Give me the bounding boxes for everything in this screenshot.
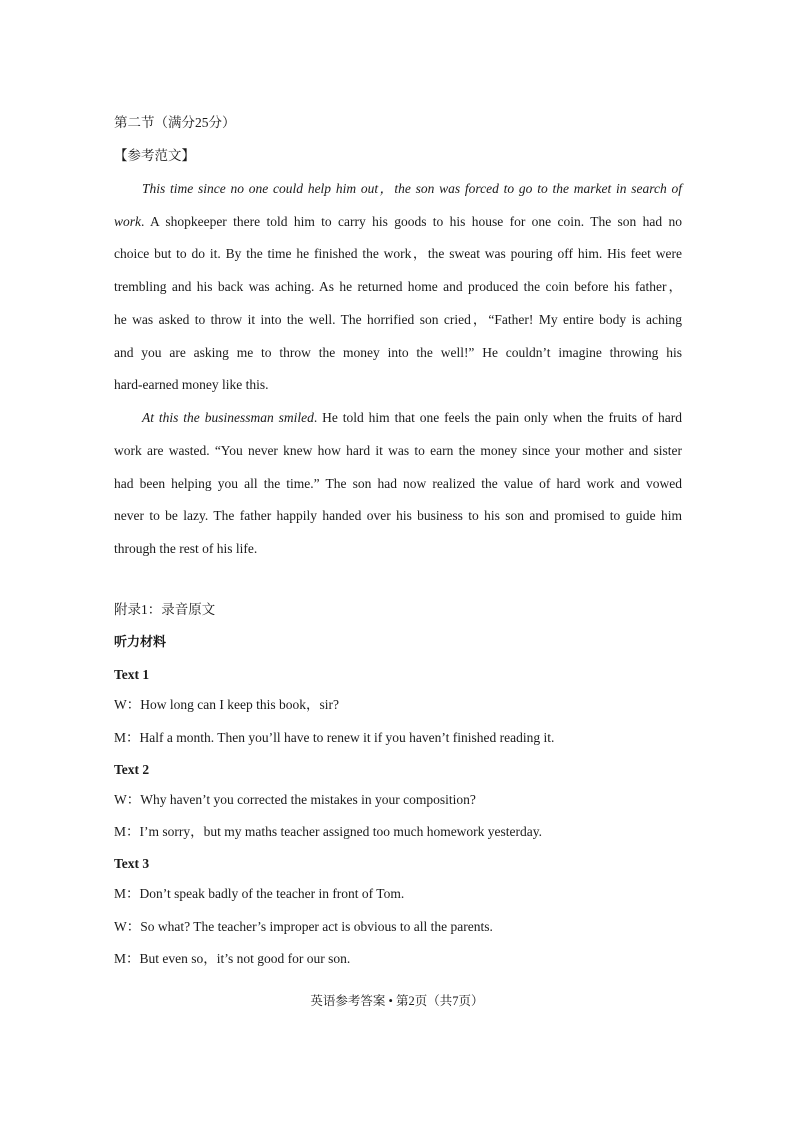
essay-p1-line-7: hard-earned money like this.	[114, 377, 269, 392]
essay-p1-line-2	[114, 213, 682, 231]
text-2-line-1: W：Why haven’t you corrected the mistakes in your composition?	[114, 792, 476, 807]
text-3-line-1: M：Don’t speak badly of the teacher in front of Tom.	[114, 886, 405, 901]
essay-given-opening-end: work	[114, 214, 141, 229]
text-3-line-3: M：But even so，it’s not good for our son.	[114, 951, 351, 966]
section-heading: 第二节（满分25分）	[114, 115, 236, 130]
essay-p1-line-1	[142, 180, 682, 198]
listening-material-heading: 听力材料	[114, 635, 167, 650]
text-3-line-2: W：So what? The teacher’s improper act is obvious to all the parents.	[114, 919, 493, 934]
essay-p2-line-4: never to be lazy. The father happily handed over his business to his son and promised to guide him	[114, 508, 682, 523]
text-1-line-1: W：How long can I keep this book，sir?	[114, 697, 339, 712]
model-essay-label: 【参考范文】	[114, 148, 195, 163]
essay-p1-line-3: choice but to do it. By the time he finished the work，the sweat was pouring off him. His feet were	[114, 246, 682, 261]
text-1-label: Text 1	[114, 667, 150, 682]
page-footer: 英语参考答案 • 第2页（共7页）	[310, 994, 484, 1008]
essay-p2-line-5: through the rest of his life.	[114, 541, 258, 556]
essay-p1-line-4: trembling and his back was aching. As he returned home and produced the coin before his father，	[114, 279, 682, 294]
essay-p2-line-2: work are wasted. “You never knew how hard it was to earn the money since your mother and sister	[114, 443, 682, 458]
essay-given-opening-sentence: This time since no one could help him out，the son was forced to go to the market in search of	[142, 181, 682, 196]
text-3-label: Text 3	[114, 856, 150, 871]
essay-text: . He told him that one feels the pain only when the fruits of hard	[313, 410, 682, 425]
text-1-line-2: M：Half a month. Then you’ll have to renew it if you haven’t finished reading it.	[114, 730, 555, 745]
text-2-label: Text 2	[114, 762, 150, 777]
essay-text: . A shopkeeper there told him to carry his goods to his house for one coin. The son had no	[141, 214, 682, 229]
text-2-line-2: M：I’m sorry，but my maths teacher assigned too much homework yesterday.	[114, 824, 543, 839]
essay-p2-line-3: had been helping you all the time.” The son had now realized the value of hard work and vowed	[114, 476, 682, 491]
essay-p1-line-5: he was asked to throw it into the well. The horrified son cried，“Father! My entire body is aching	[114, 312, 682, 327]
essay-given-second-opening: At this the businessman smiled	[142, 410, 314, 425]
essay-p2-line-1	[142, 409, 682, 427]
essay-p1-line-6: and you are asking me to throw the money into the well!” He couldn’t imagine throwing his	[114, 345, 682, 360]
appendix-title: 附录1：录音原文	[114, 602, 216, 617]
